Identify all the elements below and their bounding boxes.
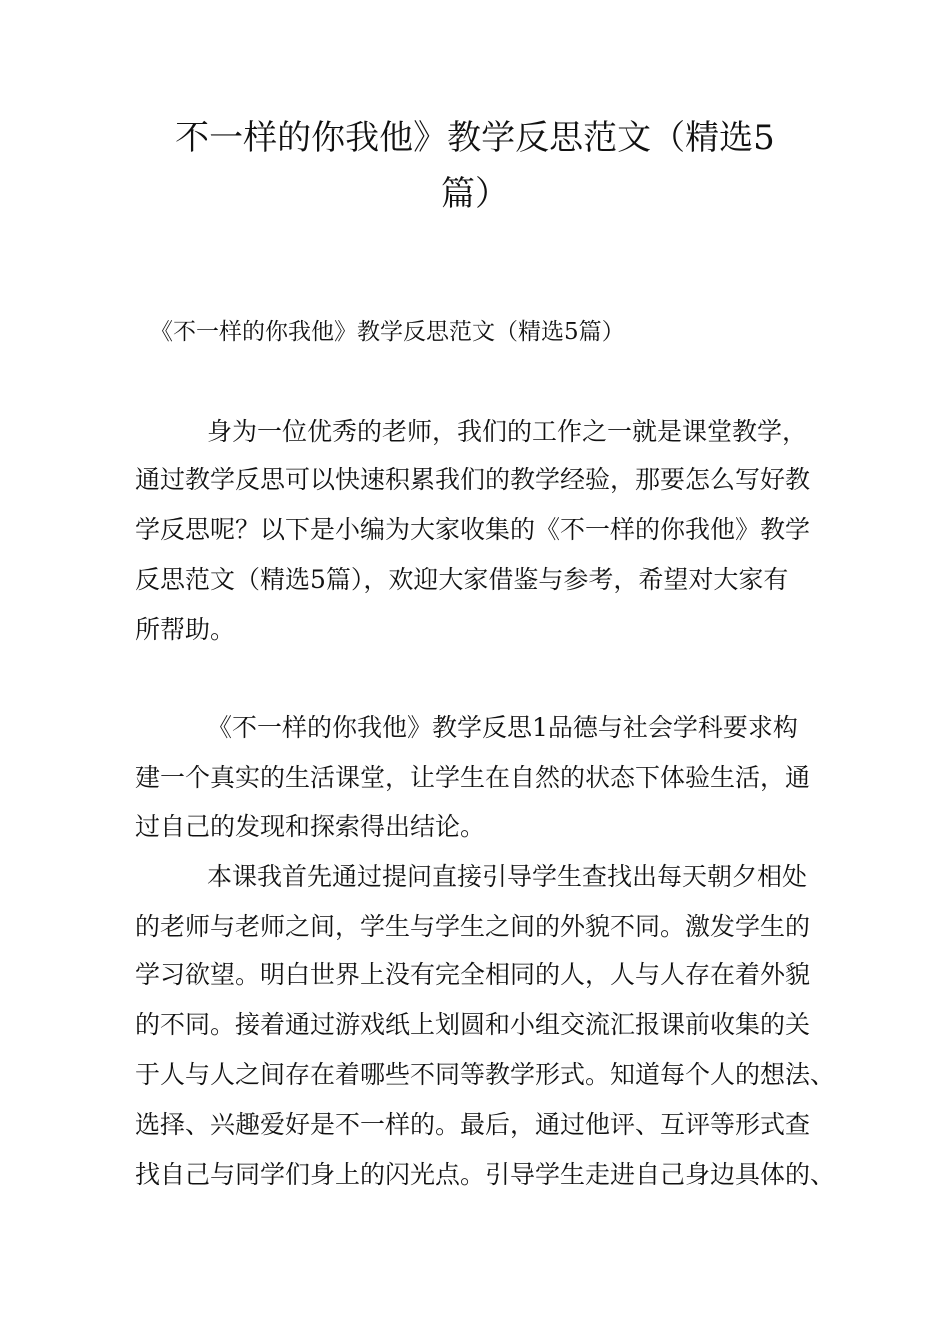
paragraph-line: 本课我首先通过提问直接引导学生查找出每天朝夕相处 <box>207 862 808 891</box>
paragraph-line: 《不一样的你我他》教学反思1品德与社会学科要求构 <box>207 713 798 742</box>
paragraph-line: 反思范文（精选5篇），欢迎大家借鉴与参考，希望对大家有 <box>135 565 789 594</box>
paragraph-line: 找自己与同学们身上的闪光点。引导学生走进自己身边具体的、 <box>135 1160 836 1189</box>
paragraph-line: 所帮助。 <box>135 615 236 644</box>
document-title-line-1: 不一样的你我他》教学反思范文（精选5 <box>175 118 775 158</box>
paragraph-line: 的老师与老师之间，学生与学生之间的外貌不同。激发学生的 <box>135 912 811 941</box>
paragraph-line: 通过教学反思可以快速积累我们的教学经验，那要怎么写好教 <box>135 465 811 494</box>
paragraph-line: 建一个真实的生活课堂，让学生在自然的状态下体验生活，通 <box>135 763 811 792</box>
paragraph-line: 学习欲望。明白世界上没有完全相同的人，人与人存在着外貌 <box>135 960 811 989</box>
paragraph-line: 的不同。接着通过游戏纸上划圆和小组交流汇报课前收集的关 <box>135 1010 811 1039</box>
document-title-line-2: 篇） <box>441 174 509 214</box>
document-subtitle: 《不一样的你我他》教学反思范文（精选5篇） <box>150 319 625 345</box>
paragraph-line: 过自己的发现和探索得出结论。 <box>135 812 486 841</box>
paragraph-line: 学反思呢？以下是小编为大家收集的《不一样的你我他》教学 <box>135 515 811 544</box>
paragraph-line: 于人与人之间存在着哪些不同等教学形式。知道每个人的想法、 <box>135 1060 836 1089</box>
paragraph-line: 身为一位优秀的老师，我们的工作之一就是课堂教学， <box>207 417 808 446</box>
paragraph-line: 选择、兴趣爱好是不一样的。最后，通过他评、互评等形式查 <box>135 1110 811 1139</box>
